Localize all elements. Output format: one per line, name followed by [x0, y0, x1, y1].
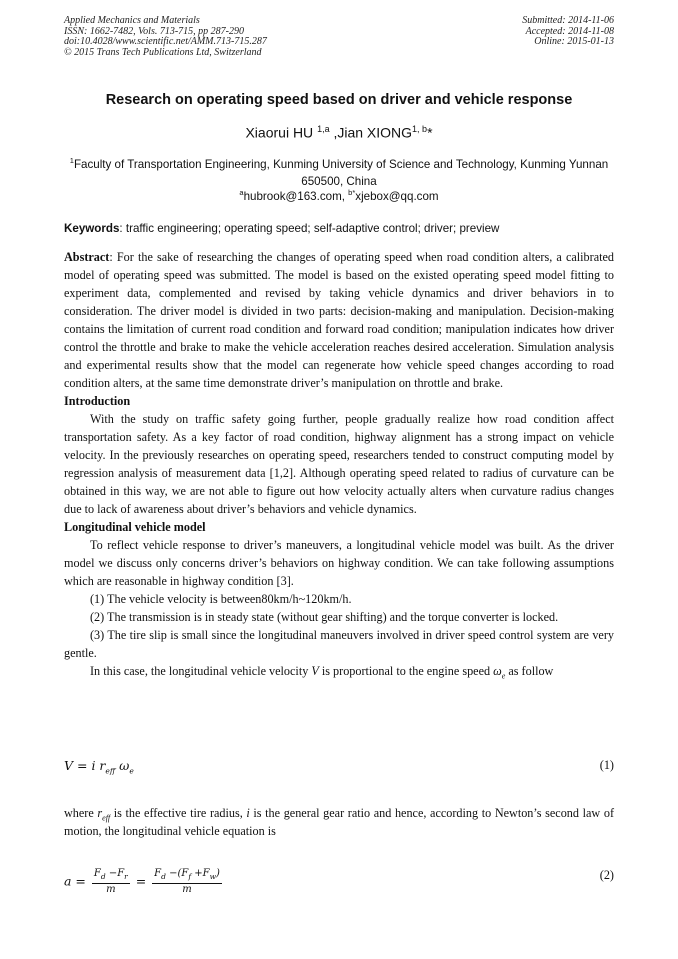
issn-line: ISSN: 1662-7482, Vols. 713-715, pp 287-290: [64, 25, 244, 37]
eq1-omega: ω: [115, 758, 130, 773]
abstract-text: : For the sake of researching the changes of operating speed when road condition alters, a calibrated model of operating speed was submitted. The model is based on the existed operating speed model fitting to experiment data, complemented and revised by taking vehicle dynamics and driver behaviors in to consideration. The driver model is divided in two parts: decision-making and manipulation. Decision-making contains the limitation of current road condition and forward road condition; manipulation indicates how driver control the throttle and brake to make the vehicle acceleration reaches desired acceleration. Simulation analysis and experimental results show that the model can regenerate how vehicle speed changes according to road condition alters, at the same time demonstrate driver’s manipulation on throttle and brake.: [64, 250, 614, 390]
velocity-text-a: In this case, the longitudinal vehicle velocity: [90, 664, 312, 678]
post-text-b: is the effective tire radius,: [110, 806, 247, 820]
eq2-f1-numerator-a: F: [93, 868, 101, 879]
paper-title: Research on operating speed based on driver and vehicle response: [105, 92, 573, 108]
eq2-f2-a: F: [154, 868, 162, 879]
doi-line: doi:10.4028/www.scientific.net/AMM.713-715.287: [64, 36, 267, 47]
eq2-f2-sub-f: f: [188, 872, 192, 881]
post-paragraph: [64, 804, 614, 840]
keywords-text: : traffic engineering; operating speed; self-adaptive control; driver; preview: [119, 222, 500, 235]
author-2-sup: 1, b: [412, 124, 428, 134]
dates-info: [522, 16, 614, 48]
eq2-lhs: a =: [64, 873, 90, 889]
assumption-2: (2) The transmission is in steady state (without gear shifting) and the torque converter is locked.: [90, 610, 559, 624]
intro-heading: Introduction: [64, 394, 131, 408]
email-a-sup: a: [239, 188, 244, 197]
email-a: hubrook@163.com,: [243, 189, 349, 203]
equation-1: [64, 758, 614, 776]
eq2-fraction-1: [92, 868, 130, 896]
affiliation-sup: 1: [69, 156, 74, 165]
eq1-sub-eff: eff: [105, 766, 116, 776]
eq1-sub-e: e: [129, 766, 134, 776]
journal-name: Applied Mechanics and Materials: [64, 15, 200, 26]
eq2-f2-sub-d: d: [161, 872, 166, 881]
eq2-fraction-2: [152, 868, 222, 896]
r-sub: eff: [102, 813, 111, 823]
velocity-text-c: as follow: [505, 664, 554, 678]
author-1: Xiaorui HU: [245, 124, 318, 141]
eq2-f2-denominator: m: [182, 884, 192, 895]
eq2-f1-sub-r: r: [124, 872, 128, 881]
velocity-text-b: is proportional to the engine speed: [318, 664, 494, 678]
online-date: Online: 2015-01-13: [534, 36, 614, 47]
affiliation-text: Faculty of Transportation Engineering, Kunming University of Science and Technology, Kunming Yunnan 650500, China: [73, 157, 609, 188]
eq2-f2-b: −(F: [165, 868, 189, 879]
corresponding-star: *: [427, 124, 433, 141]
intro-paragraph: With the study on traffic safety going further, people gradually realize how road condition affect transportation safety. As a key factor of road condition, highway alignment has a strong impact on vehicle velocity. In the previously researches on operating speed, researchers tended to construct computing model by regression analysis of measurement data [1,2]. Although operating speed related to radius of curvature can be obtained in this way, we are not able to figure out how velocity actually alters when curvature radius changes due to lack of awareness about driver’s behaviors and vehicle dynamics.: [64, 412, 614, 516]
post-text-a: where: [64, 806, 98, 820]
velocity-paragraph: [64, 662, 614, 680]
journal-info: [64, 16, 267, 58]
paper-body: [64, 248, 614, 680]
assumption-3: (3) The tire slip is small since the longitudinal maneuvers involved in driver speed control system are very gentle.: [64, 628, 614, 660]
email-b: xjebox@qq.com: [355, 189, 439, 203]
omega-symbol: ω: [493, 664, 502, 678]
email-b-sup: b*: [348, 188, 356, 197]
equation-2: [64, 868, 614, 896]
post-text-c: is the general gear ratio and hence, according to Newton’s second law of motion, the longitudinal vehicle equation is: [64, 806, 614, 838]
eq2-f2-sub-w: w: [209, 872, 217, 881]
eq1-lhs: V = i r: [64, 758, 106, 773]
authors-line: [0, 124, 678, 141]
copyright-line: © 2015 Trans Tech Publications Ltd, Switzerland: [64, 46, 262, 58]
accepted-date: Accepted: 2014-11-08: [525, 25, 614, 37]
r-symbol: r: [97, 806, 103, 820]
eq2-f1-sub-d: d: [100, 872, 106, 881]
submitted-date: Submitted: 2014-11-06: [522, 15, 614, 26]
velocity-symbol: V: [311, 664, 319, 678]
omega-sub: e: [501, 671, 506, 681]
longitudinal-paragraph: To reflect vehicle response to driver’s maneuvers, a longitudinal vehicle model was built. As the driver model we discuss only concerns driver’s behaviors on highway condition. We can take following assumptions which are reasonable in highway condition [3].: [64, 538, 614, 588]
author-2: ,Jian XIONG: [329, 124, 413, 141]
eq2-f1-denominator: m: [106, 884, 116, 895]
abstract-paragraph: [64, 248, 614, 392]
author-1-sup: 1,a: [317, 124, 330, 134]
abstract-label: Abstract: [64, 250, 110, 264]
eq2-equals: =: [131, 873, 151, 889]
keywords: [64, 222, 614, 235]
assumption-1: (1) The vehicle velocity is between80km/h~120km/h.: [90, 592, 352, 606]
post-equation-paragraph: [64, 804, 614, 840]
keywords-label: Keywords: [64, 222, 120, 235]
longitudinal-heading: Longitudinal vehicle model: [64, 520, 206, 534]
equation-1-number: (1): [599, 758, 614, 772]
emails-line: [0, 188, 678, 203]
i-symbol: i: [246, 806, 250, 820]
eq2-f2-c: +F: [191, 868, 210, 879]
eq2-f1-numerator-b: −F: [105, 868, 125, 879]
equation-2-number: (2): [599, 868, 614, 882]
eq2-f2-d: ): [216, 868, 220, 879]
affiliation: [64, 152, 614, 190]
